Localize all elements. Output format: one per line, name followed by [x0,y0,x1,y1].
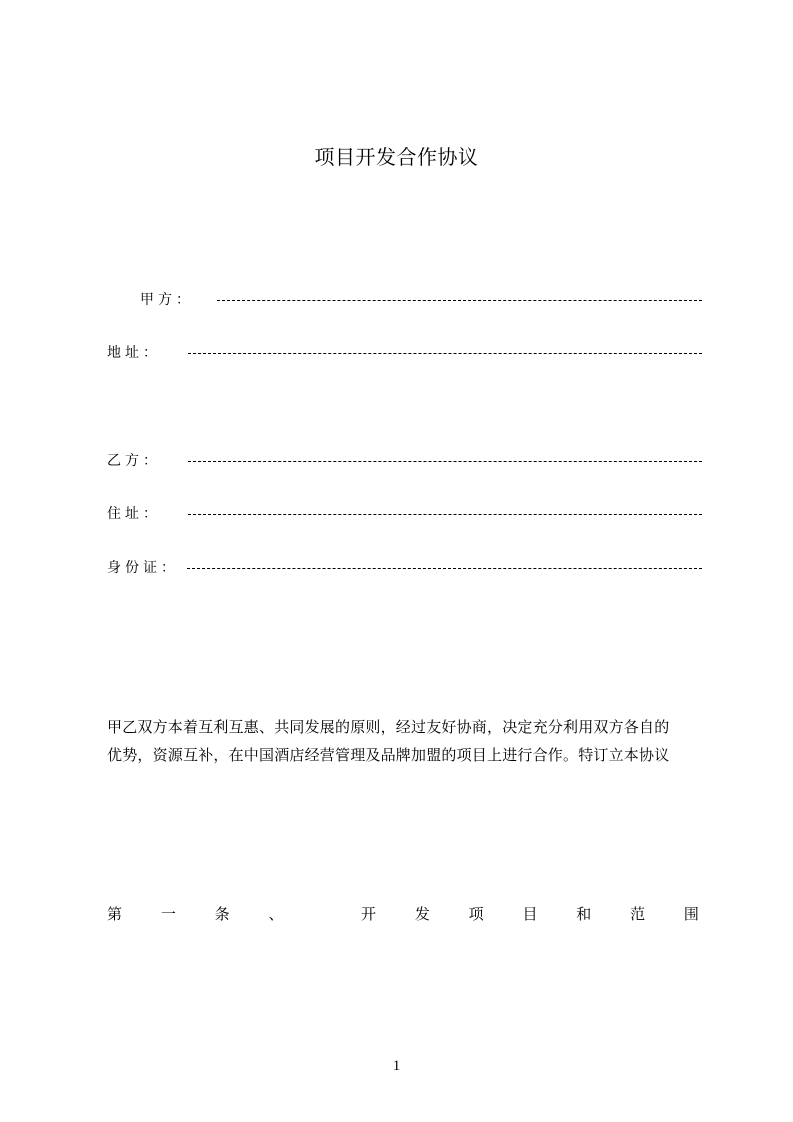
article-heading-char: 第 [107,905,123,923]
party-b-field [107,450,702,472]
address-a-blank-line [188,353,702,354]
address-b-blank-line [188,514,702,515]
address-a-field [107,342,702,364]
article-heading-char: 发 [414,905,430,923]
article-heading-char: 、 [268,905,284,923]
id-card-label: 身份证： [107,560,179,576]
intro-paragraph [107,713,705,769]
party-a-field [140,289,702,311]
address-a-label: 地址： [107,345,161,361]
party-b-blank-line [188,461,702,462]
party-a-label: 甲方： [140,292,194,308]
intro-paragraph-line: 优势，资源互补，在中国酒店经营管理及品牌加盟的项目上进行合作。特订立本协议 [107,746,670,764]
article-heading-char: 开 [361,905,377,923]
id-card-blank-line [187,568,702,569]
article-heading-char: 围 [683,905,699,923]
article-heading-char: 项 [468,905,484,923]
article-heading-char: 和 [576,905,592,923]
address-b-label: 住址： [107,506,161,522]
article-heading-char: 条 [214,905,230,923]
intro-paragraph-line: 甲乙双方本着互利互惠、共同发展的原则，经过友好协商，决定充分利用双方各自的 [107,718,670,736]
id-card-field [107,557,702,579]
article-one-heading [107,902,699,926]
page-number: 1 [392,1058,401,1074]
address-b-field [107,503,702,525]
party-b-label: 乙方： [107,453,161,469]
article-heading-char: 目 [522,905,538,923]
party-a-blank-line [217,300,702,301]
document-title: 项目开发合作协议 [314,145,479,169]
article-heading-char: 一 [160,905,176,923]
article-heading-char: 范 [630,905,646,923]
